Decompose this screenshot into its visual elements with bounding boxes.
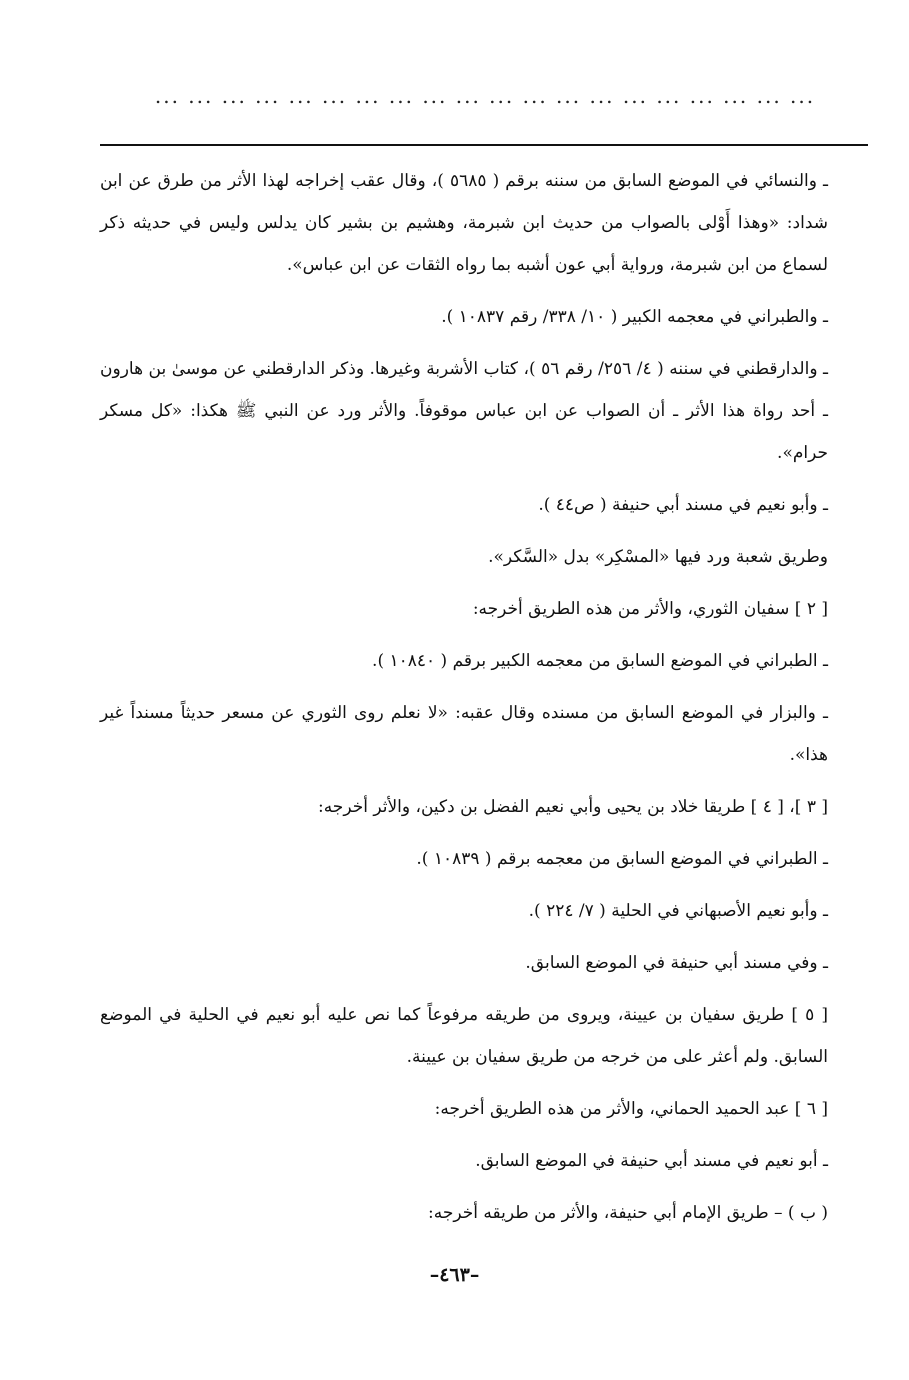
paragraph-abu-nuaym-2: ـ أبو نعيم في مسند أبي حنيفة في الموضع السابق. bbox=[475, 1151, 828, 1171]
paragraph-musnad: ـ وفي مسند أبي حنيفة في الموضع السابق. bbox=[525, 953, 828, 973]
paragraph-tabarani-1: ـ والطبراني في معجمه الكبير ( ١٠/ ٣٣٨/ رقم ١٠٨٣٧ ). bbox=[441, 307, 828, 327]
paragraph-nasai: ـ والنسائي في الموضع السابق من سننه برقم ( ٥٦٨٥ )، وقال عقب إخراجه لهذا الأثر من طرق عن ابن شداد: «وهذا أَوْلى بالصواب من حديث ابن شبرمة، وهشيم بن بشير كان يدلس وليس في حديثه ذكر لسماع من ابن شبرمة، ورواية أبي عون أشبه بما رواه الثقات عن ابن عباس». bbox=[100, 171, 828, 275]
paragraph-shuba: وطريق شعبة ورد فيها «المسْكِر» بدل «السَّكر». bbox=[488, 547, 828, 567]
paragraph-abu-hanifa: ( ب ) – طريق الإمام أبي حنيفة، والأثر من طريقه أخرجه: bbox=[428, 1203, 828, 1223]
footnote-rule bbox=[100, 144, 868, 146]
paragraph-daraqutni: ـ والدارقطني في سننه ( ٤/ ٢٥٦/ رقم ٥٦ )، كتاب الأشربة وغيرها. وذكر الدارقطني عن موسىٰ بن هارون ـ أحد رواة هذا الأثر ـ أن الصواب عن ابن عباس موقوفاً. والأثر ورد عن النبي ﷺ هكذا: «كل مسكر حرام». bbox=[100, 359, 829, 463]
paragraph-abu-nuaym-1: ـ وأبو نعيم في مسند أبي حنيفة ( ص٤٤ ). bbox=[538, 495, 828, 515]
footnote-text bbox=[100, 160, 868, 1244]
paragraph-bazzar: ـ والبزار في الموضع السابق من مسنده وقال عقبه: «لا نعلم روى الثوري عن مسعر حديثاً مسنداً غير هذا». bbox=[100, 703, 828, 765]
paragraph-thawri: [ ٢ ] سفيان الثوري، والأثر من هذه الطريق أخرجه: bbox=[472, 599, 828, 619]
page-number: –٤٦٣– bbox=[429, 1264, 480, 1286]
paragraph-hilya: ـ وأبو نعيم الأصبهاني في الحلية ( ٧/ ٢٢٤ ). bbox=[528, 901, 828, 921]
paragraph-khallad: [ ٣ ]، [ ٤ ] طريقا خلاد بن يحيى وأبي نعيم الفضل بن دكين، والأثر أخرجه: bbox=[317, 797, 828, 817]
separator-dots: ... ... ... ... ... ... ... ... ... ... ... ... ... ... ... ... ... ... ... ... bbox=[154, 84, 816, 108]
paragraph-himmani: [ ٦ ] عبد الحميد الحماني، والأثر من هذه الطريق أخرجه: bbox=[434, 1099, 828, 1119]
paragraph-tabarani-2: ـ الطبراني في الموضع السابق من معجمه الكبير برقم ( ١٠٨٤٠ ). bbox=[372, 651, 828, 671]
paragraph-tabarani-3: ـ الطبراني في الموضع السابق من معجمه برقم ( ١٠٨٣٩ ). bbox=[416, 849, 828, 869]
paragraph-uyayna: [ ٥ ] طريق سفيان بن عيينة، ويروى من طريقه مرفوعاً كما نص عليه أبو نعيم في الحلية في الموضع السابق. ولم أعثر على من خرجه من طريق سفيان بن عيينة. bbox=[100, 1005, 828, 1067]
